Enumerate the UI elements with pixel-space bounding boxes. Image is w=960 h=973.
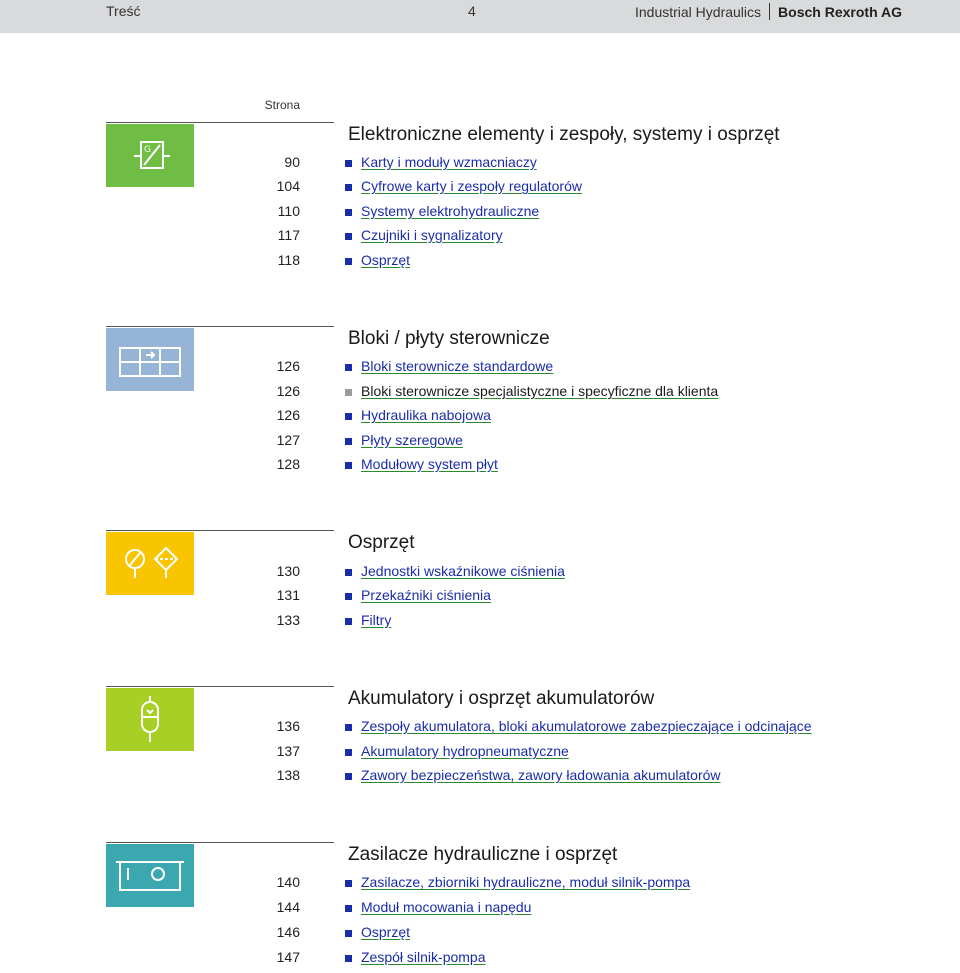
page-number: 110	[277, 203, 300, 219]
bullet-icon	[345, 209, 352, 216]
page-number: 130	[276, 563, 300, 579]
bullet-icon	[345, 930, 352, 937]
toc-entry[interactable]	[0, 201, 960, 223]
header-page-number: 4	[468, 3, 476, 19]
page-number: 126	[276, 407, 300, 423]
page-number: 131	[276, 587, 300, 603]
page-column-label: Strona	[264, 98, 300, 112]
toc-link[interactable]: Zespół silnik-pompa	[361, 949, 486, 965]
toc-entry[interactable]	[0, 381, 960, 403]
bullet-icon	[345, 905, 352, 912]
svg-text:G: G	[144, 145, 151, 155]
bullet-icon	[345, 618, 352, 625]
toc-entry[interactable]	[0, 741, 960, 763]
toc-link[interactable]: Bloki sterownicze specjalistyczne i specyficzne dla klienta	[361, 383, 719, 399]
page-number: 90	[284, 154, 300, 170]
page-number: 137	[276, 743, 300, 759]
page-number: 146	[276, 924, 300, 940]
toc-entry[interactable]	[0, 356, 960, 378]
toc-link[interactable]: Jednostki wskaźnikowe ciśnienia	[361, 563, 565, 579]
page-number: 140	[276, 874, 300, 890]
toc-link[interactable]: Zespoły akumulatora, bloki akumulatorowe zabezpieczające i odcinające	[361, 718, 812, 734]
toc-link[interactable]: Zasilacze, zbiorniki hydrauliczne, moduł silnik-pompa	[361, 874, 691, 890]
bullet-icon	[345, 233, 352, 240]
header-divider	[769, 3, 770, 20]
toc-link[interactable]: Czujniki i sygnalizatory	[361, 227, 503, 243]
toc-entry[interactable]	[0, 872, 960, 894]
toc-entry[interactable]	[0, 405, 960, 427]
bullet-icon	[345, 593, 352, 600]
bullet-icon	[345, 438, 352, 445]
section-rule	[106, 842, 334, 843]
toc-entry[interactable]	[0, 152, 960, 174]
header-publisher	[635, 3, 902, 20]
toc-link[interactable]: Cyfrowe karty i zespoły regulatorów	[361, 178, 582, 194]
section-title: Akumulatory i osprzęt akumulatorów	[348, 688, 655, 709]
section-title: Osprzęt	[348, 532, 415, 553]
section-title: Zasilacze hydrauliczne i osprzęt	[348, 844, 618, 865]
header-product: Industrial Hydraulics	[634, 3, 762, 20]
toc-link[interactable]: Akumulatory hydropneumatyczne	[361, 743, 569, 759]
toc-entry[interactable]	[0, 454, 960, 476]
toc-link[interactable]: Modułowy system płyt	[361, 456, 498, 472]
toc-link[interactable]: Zawory bezpieczeństwa, zawory ładowania akumulatorów	[361, 767, 721, 783]
section-rule	[106, 686, 334, 687]
section-title: Bloki / płyty sterownicze	[348, 328, 550, 349]
bullet-icon	[345, 184, 352, 191]
header-bar	[0, 0, 960, 33]
toc-entry[interactable]	[0, 250, 960, 272]
page-number: 126	[276, 383, 300, 399]
section-title: Elektroniczne elementy i zespoły, systemy i osprzęt	[348, 124, 780, 145]
toc-link[interactable]: Hydraulika nabojowa	[361, 407, 491, 423]
bullet-icon	[345, 773, 352, 780]
page-number: 128	[276, 456, 300, 472]
toc-link[interactable]: Przekaźniki ciśnienia	[361, 587, 491, 603]
toc-entry[interactable]	[0, 225, 960, 247]
section-rule	[106, 326, 334, 327]
toc-entry[interactable]	[0, 176, 960, 198]
bullet-icon	[345, 413, 352, 420]
page-number: 104	[276, 178, 300, 194]
section-rule	[106, 122, 334, 123]
toc-link[interactable]: Moduł mocowania i napędu	[361, 899, 532, 915]
bullet-icon	[345, 880, 352, 887]
toc-entry[interactable]	[0, 430, 960, 452]
toc-link[interactable]: Osprzęt	[361, 924, 411, 940]
toc-entry[interactable]	[0, 561, 960, 583]
toc-link[interactable]: Filtry	[361, 612, 392, 628]
page-number: 127	[276, 432, 300, 448]
bullet-icon	[345, 462, 352, 469]
bullet-icon	[345, 955, 352, 962]
bullet-icon	[345, 569, 352, 576]
bullet-icon	[345, 364, 352, 371]
page-number: 117	[277, 227, 300, 243]
header-section-name: Treść	[106, 3, 141, 19]
toc-link[interactable]: Osprzęt	[361, 252, 411, 268]
page-number: 138	[276, 767, 300, 783]
page-number: 144	[276, 899, 300, 915]
toc-link[interactable]: Systemy elektrohydrauliczne	[361, 203, 540, 219]
section-rule	[106, 530, 334, 531]
bullet-icon	[345, 724, 352, 731]
toc-link[interactable]: Bloki sterownicze standardowe	[361, 358, 554, 374]
bullet-icon	[345, 749, 352, 756]
header-company: Bosch Rexroth AG	[778, 3, 902, 20]
bullet-icon	[345, 160, 352, 167]
toc-entry[interactable]	[0, 947, 960, 969]
toc-link[interactable]: Karty i moduły wzmacniaczy	[361, 154, 537, 170]
toc-entry[interactable]	[0, 897, 960, 919]
page-number: 126	[276, 358, 300, 374]
bullet-icon	[345, 389, 352, 396]
toc-entry[interactable]	[0, 765, 960, 787]
toc-entry[interactable]	[0, 610, 960, 632]
bullet-icon	[345, 258, 352, 265]
page-number: 147	[276, 949, 300, 965]
page-number: 133	[276, 612, 300, 628]
toc-entry[interactable]	[0, 922, 960, 944]
toc-entry[interactable]	[0, 585, 960, 607]
toc-entry[interactable]	[0, 716, 960, 738]
page-number: 136	[276, 718, 300, 734]
page-number: 118	[277, 252, 300, 268]
toc-link[interactable]: Płyty szeregowe	[361, 432, 463, 448]
